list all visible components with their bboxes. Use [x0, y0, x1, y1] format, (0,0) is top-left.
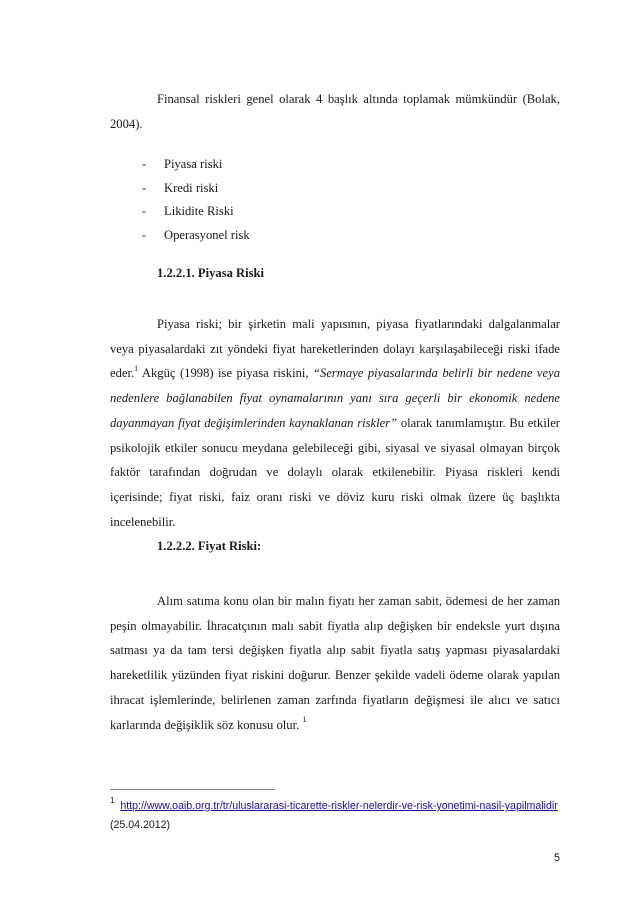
footnote-separator	[110, 789, 275, 790]
piyasa-riski-paragraph	[110, 312, 560, 534]
risk-list	[142, 153, 250, 247]
section-heading-fiyat-riski: 1.2.2.2. Fiyat Riski:	[157, 539, 262, 553]
list-item	[142, 153, 250, 177]
list-item	[142, 200, 250, 224]
list-dash: -	[142, 204, 147, 218]
list-item-label: Kredi riski	[164, 180, 219, 195]
list-dash: -	[142, 157, 147, 171]
footnote	[110, 797, 570, 835]
fiyat-riski-paragraph	[110, 589, 560, 737]
intro-paragraph	[110, 87, 560, 136]
fiyat-text: Alım satıma konu olan bir malın fiyatı her zaman sabit, ödemesi de her zaman peşin olmayabilir. İhracatçının malı sabit fiyatla alıp değişken bir endeksle yurt dışına satması ya da tam tersi değişken fiyatla alıp sabit fiyatla satış yapması piyasalardaki hareketlilik yüzünden fiyat riskini doğurur. Benzer şekilde vadeli ödeme olarak yapılan ihracat işlemlerinde, belirlenen zaman zarfında fiyatların değişmesi ile alıcı ve satıcı karlarında değişiklik söz konusu olur.	[110, 594, 560, 732]
list-item-label: Piyasa riski	[164, 157, 223, 171]
piyasa-text-mid: Akgüç (1998) ise piyasa riskini,	[138, 366, 314, 381]
list-item	[142, 177, 250, 201]
page-number: 5	[554, 852, 560, 864]
footnote-number: 1	[110, 796, 115, 806]
footnote-ref: 1	[134, 364, 139, 374]
fiyat-riski-text	[110, 589, 560, 737]
list-item-label: Likidite Riski	[164, 204, 234, 218]
list-item	[142, 224, 250, 248]
piyasa-text-end: olarak tanımlamıştır. Bu etkiler psikolojik etkiler sonucu meydana gelebileceği gibi, siyasal ve siyasal olmayan birçok faktör tarafından doğrudan ve dolaylı olarak etkilenebilir. Piyasa riskleri kendi içerisinde; fiyat riski, faiz oranı riski ve döviz kuru riski olmak üzere üç başlıkta incelenebilir.	[110, 415, 560, 529]
footnote-link[interactable]: http://www.oaib.org.tr/tr/uluslararasi-ticarette-riskler-nelerdir-ve-risk-yonetimi-nasil-yapilmalidir	[120, 800, 558, 812]
list-dash: -	[142, 227, 147, 242]
list-item-label: Operasyonel risk	[164, 227, 250, 242]
section-heading-piyasa-riski: 1.2.2.1. Piyasa Riski	[157, 266, 265, 280]
piyasa-riski-text	[110, 312, 560, 534]
akguc-quote: “Sermaye piyasalarında belirli bir nedene veya nedenlere bağlanabilen fiyat oynamalarının yanı sıra geçerli bir ekonomik nedene dayanmayan fiyat değişimlerinden kaynaklanan riskler”	[110, 366, 560, 430]
footnote-ref: 1	[302, 715, 307, 725]
intro-text: Finansal riskleri genel olarak 4 başlık altında toplamak mümkündür (Bolak, 2004).	[110, 92, 560, 131]
piyasa-text-start: Piyasa riski; bir şirketin mali yapısının, piyasa fiyatlarındaki dalgalanmalar veya piyasalardaki zıt yöndeki fiyat hareketlerinden dolayı karşılaşabileceği riski ifade eder.	[110, 317, 560, 381]
footnote-date: (25.04.2012)	[110, 819, 171, 831]
list-dash: -	[142, 180, 147, 195]
